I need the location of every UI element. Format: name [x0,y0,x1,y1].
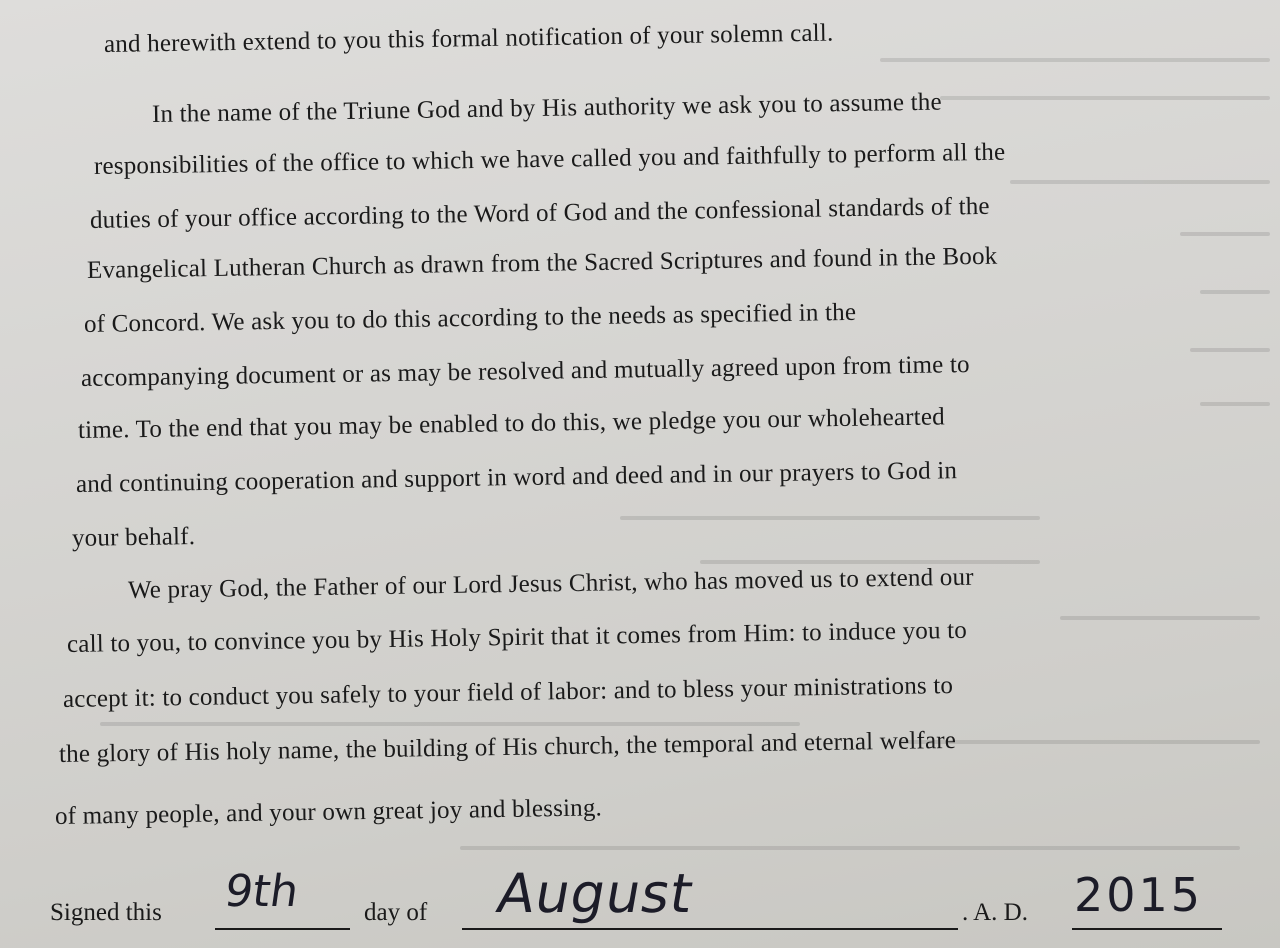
text-line: of Concord. We ask you to do this according to the needs as specified in the [83,298,857,338]
text-line: time. To the end that you may be enabled to do this, we pledge you our wholehearted [77,403,946,444]
text-line: accompanying document or as may be resolved and mutually agreed upon from time to [80,351,970,392]
text-line: duties of your office according to the Word of God and the confessional standards of the [89,192,990,234]
day-handwritten: 9th [221,866,302,917]
text-line: your behalf. [71,523,196,552]
text-line: call to you, to convince you by His Holy Spirit that it comes from Him: to induce you to [66,616,968,658]
text-line: In the name of the Triune God and by His authority we ask you to assume the [151,88,942,128]
text-line: and herewith extend to you this formal notification of your solemn call. [103,19,834,58]
signed-this-label: Signed this [50,899,162,926]
month-handwritten: August [492,862,699,925]
text-line: We pray God, the Father of our Lord Jesus Christ, who has moved us to extend our [127,563,974,604]
day-of-label: day of [364,899,428,926]
ad-label: . A. D. [962,899,1028,926]
month-blank [462,928,958,930]
year-blank [1072,928,1222,930]
day-blank [215,928,350,930]
text-line: the glory of His holy name, the building of His church, the temporal and eternal welfare [58,726,957,768]
text-line: and continuing cooperation and support in word and deed and in our prayers to God in [75,457,958,498]
text-line: responsibilities of the office to which we have called you and faithfully to perform all the [93,138,1006,180]
text-line: of many people, and your own great joy and blessing. [54,794,603,830]
text-line: Evangelical Lutheran Church as drawn from the Sacred Scriptures and found in the Book [86,242,998,284]
text-line: accept it: to conduct you safely to your field of labor: and to bless your ministrations to [62,672,954,713]
year-handwritten: 2015 [1074,868,1204,922]
signature-row [0,860,1280,948]
